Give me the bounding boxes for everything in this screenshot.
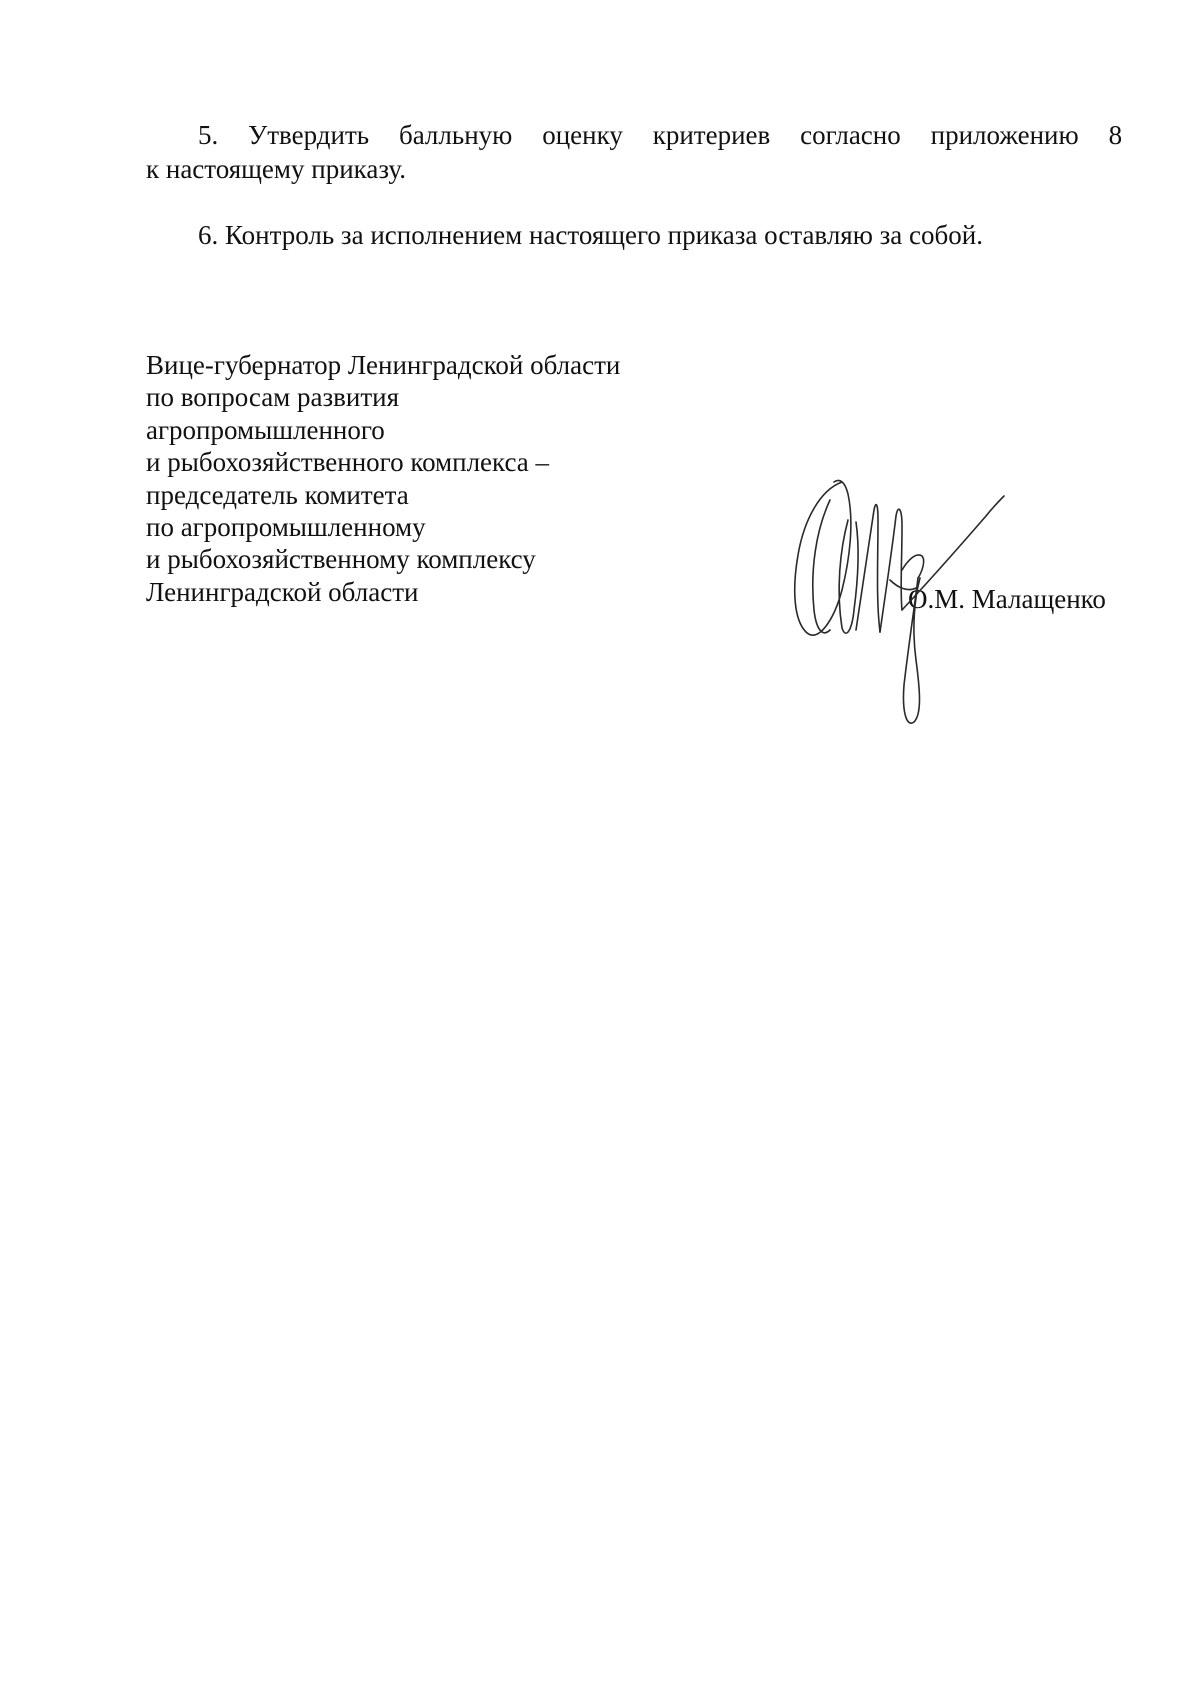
signatory-title-line: Вице-губернатор Ленинградской области	[146, 350, 621, 380]
signatory-title-line: и рыбохозяйственному комплексу	[146, 544, 536, 575]
paragraph-5-word: балльную	[398, 120, 513, 150]
signatory-title-line: агропромышленного	[146, 414, 385, 445]
paragraph-5-line-2: к настоящему приказу.	[146, 154, 406, 184]
paragraph-5-word: оценку	[542, 120, 623, 150]
paragraph-5-word: 8	[1108, 120, 1123, 150]
paragraph-5-word: Утвердить	[248, 120, 370, 150]
signer-name: О.М. Малащенко	[908, 584, 1106, 614]
signatory-title-line: по вопросам развития	[146, 382, 400, 413]
signatory-title-line: и рыбохозяйственного комплекса –	[146, 447, 550, 478]
paragraph-6: 6. Контроль за исполнением настоящего приказа оставляю за собой.	[198, 220, 983, 250]
handwritten-signature-icon	[790, 460, 1020, 740]
signatory-title-line: Ленинградской области	[146, 576, 419, 607]
signatory-title-line: по агропромышленному	[146, 512, 426, 543]
paragraph-5-word: приложению	[930, 120, 1079, 150]
paragraph-5-word: согласно	[800, 120, 901, 150]
paragraph-5-word: 5.	[198, 120, 219, 150]
paragraph-5	[146, 118, 1122, 186]
paragraph-5-word: критериев	[652, 120, 771, 150]
signatory-title	[146, 349, 620, 608]
paragraph-5-line-1	[146, 118, 1122, 152]
signatory-title-line: председатель комитета	[146, 479, 409, 510]
